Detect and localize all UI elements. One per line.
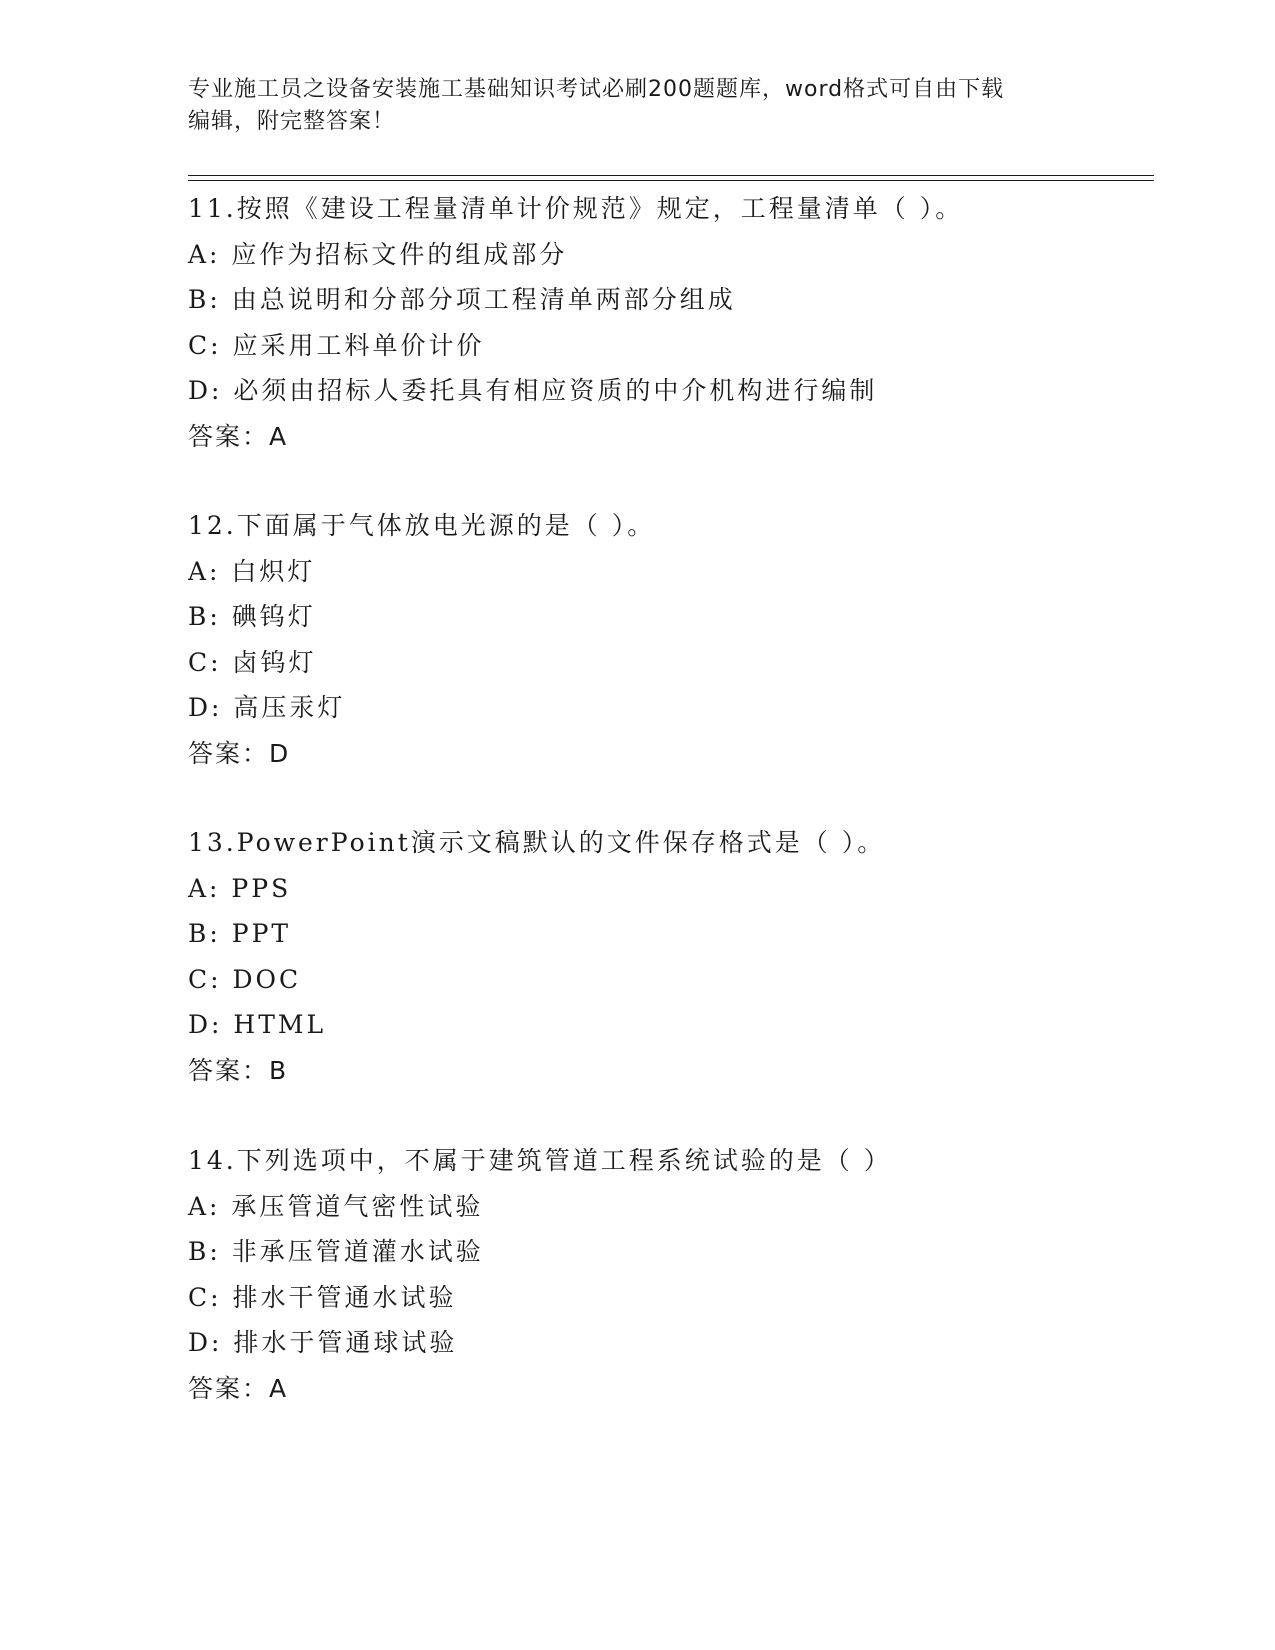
header-line-1: 专业施工员之设备安装施工基础知识考试必刷200题题库，word格式可自由下载: [188, 77, 1005, 102]
option-c: C: 应采用工料单价计价: [188, 330, 485, 360]
header-rule-top: [188, 175, 1154, 176]
question-block: [188, 820, 1154, 1093]
answer: 答案：B: [188, 1055, 289, 1085]
question-stem: 14.下列选项中，不属于建筑管道工程系统试验的是（ ）: [188, 1146, 892, 1175]
answer: 答案：A: [188, 421, 289, 451]
option-d: D: 必须由招标人委托具有相应资质的中介机构进行编制: [188, 376, 878, 405]
document-header: [188, 74, 1068, 138]
option-a: A: 白炽灯: [188, 556, 316, 586]
answer: 答案：D: [188, 738, 291, 768]
option-c: C: 卤钨灯: [188, 647, 317, 677]
option-a: A: PPS: [188, 873, 292, 903]
option-c: C: DOC: [188, 964, 302, 994]
option-d: D: HTML: [188, 1010, 327, 1039]
option-b: B: 由总说明和分部分项工程清单两部分组成: [188, 285, 736, 314]
option-d: D: 排水于管通球试验: [188, 1328, 458, 1357]
question-block: [188, 1138, 1154, 1411]
question-stem: 13.PowerPoint演示文稿默认的文件保存格式是（ ）。: [188, 828, 886, 857]
header-line-2: 编辑，附完整答案！: [188, 109, 396, 134]
header-rule-bottom: [188, 180, 1154, 181]
option-a: A: 应作为招标文件的组成部分: [188, 239, 568, 269]
question-block: [188, 186, 1154, 459]
option-b: B: 碘钨灯: [188, 602, 316, 631]
option-c: C: 排水干管通水试验: [188, 1282, 457, 1312]
question-block: [188, 503, 1154, 776]
answer: 答案：A: [188, 1373, 289, 1403]
option-b: B: 非承压管道灌水试验: [188, 1237, 484, 1266]
option-d: D: 高压汞灯: [188, 693, 346, 722]
option-b: B: PPT: [188, 919, 292, 948]
question-stem: 11.按照《建设工程量清单计价规范》规定，工程量清单（ ）。: [188, 194, 964, 223]
question-stem: 12.下面属于气体放电光源的是（ ）。: [188, 511, 656, 540]
option-a: A: 承压管道气密性试验: [188, 1191, 484, 1221]
